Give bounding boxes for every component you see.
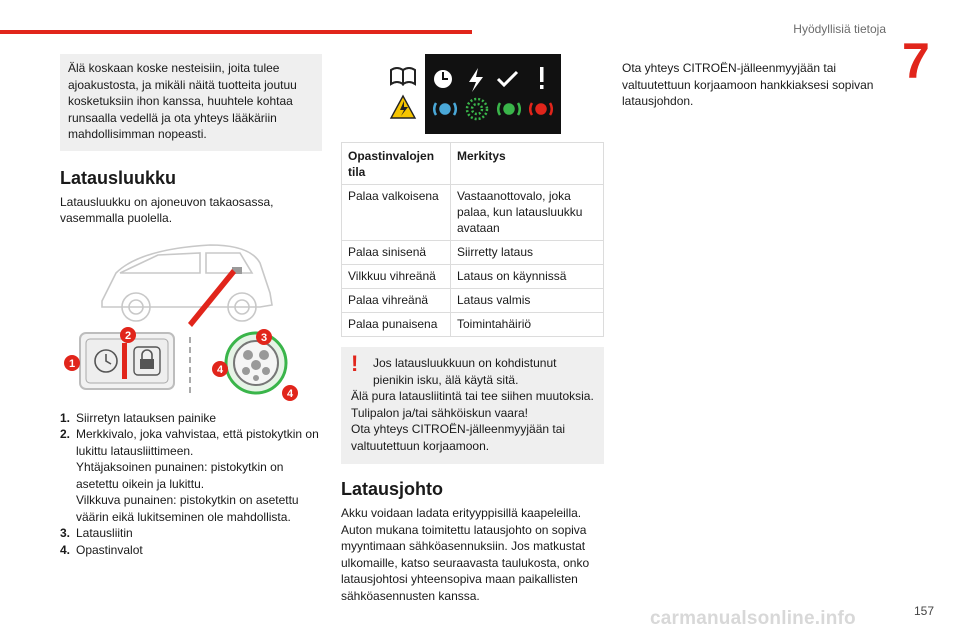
charging-flap-illustration [60,233,322,403]
charging-flap-figure [60,233,322,403]
table-cell: Palaa valkoisena [342,185,451,241]
led-green-icon [498,103,520,115]
table-cell: Toimintahäiriö [451,313,604,337]
warning-text-3: Tulipalon ja/tai sähköiskun vaara! [351,405,528,420]
clock-icon [434,70,452,88]
column-right [622,60,892,110]
info-box [383,54,425,134]
callout-4b-label: 4 [286,387,294,400]
table-cell: Siirretty lataus [451,241,604,265]
table-cell: Vastaanottovalo, joka palaa, kun latausluukku avataan [451,185,604,241]
section-title: Hyödyllisiä tietoja [793,22,886,36]
list-item: 2. Merkkivalo, joka vahvistaa, että pistokytkin on lukittu latausliittimeen. Yhtäjaksoinen punainen: pistokytkin on asetettu oikein ja lukittu. Vilkkuva punainen: pistokytkin on asetettu väärin eikä lukitseminen ole mahdollista. [60,427,319,524]
safety-note-text: Älä koskaan koske nesteisiin, joita tulee ajoakustosta, ja mikäli näitä tuotteita joutuu kosketuksiin ihon kanssa, huuhtele kohtaa runsaalla vedellä ja ota yhteys lääkäriin mahdollisimman nopeasti. [68,61,297,141]
table-cell: Palaa punaisena [342,313,451,337]
pointer-wedge [188,269,236,327]
charging-socket [226,333,286,393]
cable-text: Akku voidaan ladata erityyppisillä kaapeleilla. Auton mukana toimitettu latausjohto on sopiva myyntimaan sähköasennuksiin. Jos matkustat ulkomaille, katso seuraavasta taulukosta, onko latausjohtosi yhteensopiva maan paikallisten sähköasennusten kanssa. [341,506,590,603]
table-row [342,289,604,313]
watermark: carmanualsonline.info [650,608,856,629]
column-header: Merkitys [451,143,604,185]
table-cell: Vilkkuu vihreänä [342,265,451,289]
callout-1-label: 1 [68,357,76,370]
indicator-panel [383,54,561,134]
led-blue-icon [434,103,456,115]
heading-latausjohto: Latausjohto [341,479,443,499]
lock-led [122,343,127,379]
warning-text-4: Ota yhteys CITROËN-jälleenmyyjään tai valtuutettuun korjaamoon. [351,422,566,453]
list-item: 4. Opastinvalot [60,542,143,557]
legend-list [60,410,322,559]
dealer-text: Ota yhteys CITROËN-jälleenmyyjään tai valtuutettuun korjaamoon hankkiaksesi sopivan latausjohdon. [622,61,874,108]
chapter-number: 7 [902,33,930,89]
table-row [342,265,604,289]
warning-text-1: Jos latausluukkuun on kohdistunut pienikin isku, älä käytä sitä. [373,356,557,387]
warning-box [341,347,604,464]
led-red-icon [530,103,552,115]
top-accent-bar [0,30,472,34]
column-left [60,54,322,558]
check-icon [498,72,517,85]
list-item: 1. Siirretyn latauksen painike [60,410,217,425]
car-outline [102,245,272,321]
table-cell: Lataus on käynnissä [451,265,604,289]
callout-4a-label: 4 [216,363,224,376]
led-green-blink-icon [467,99,487,119]
list-item: 3. Latausliitin [60,526,133,540]
table-row [342,241,604,265]
intro-text: Latausluukku on ajoneuvon takaosassa, vasemmalla puolella. [60,194,274,225]
column-header: Opastinvalojen tila [342,143,451,185]
exclamation-icon [540,67,544,89]
exclamation-icon: ! [351,351,359,376]
table-cell: Palaa sinisenä [342,241,451,265]
warning-text-2: Älä pura latausliitintä tai tee siihen muutoksia. [351,389,594,403]
page-number: 157 [913,604,934,618]
table-row [342,185,604,241]
table-row [342,313,604,337]
heading-latausluukku: Latausluukku [60,167,177,188]
indicator-table [341,142,604,337]
lightning-icon [469,68,483,92]
callout-2-label: 2 [124,329,132,342]
indicator-icons [383,54,561,134]
callout-3-label: 3 [260,331,268,344]
table-header-row [342,143,604,185]
table-cell: Lataus valmis [451,289,604,313]
table-cell: Palaa vihreänä [342,289,451,313]
column-middle [341,54,604,604]
safety-note [60,54,322,151]
